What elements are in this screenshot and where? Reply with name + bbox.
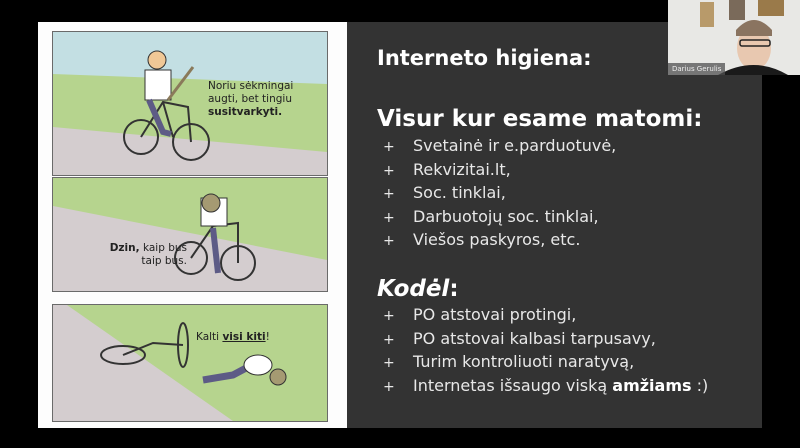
list-item: + Turim kontroliuoti naratyvą, xyxy=(383,352,635,371)
presentation-slide xyxy=(38,22,762,428)
meme-caption-2: Dzin, kaip bus taip bus. xyxy=(109,242,187,267)
list-item: + Rekvizitai.lt, xyxy=(383,159,511,179)
list-item: + PO atstovai protingi, xyxy=(383,305,577,324)
cyclist-fallen-illustration xyxy=(53,305,327,421)
list-item: + Viešos paskyros, etc. xyxy=(383,230,581,249)
section-heading-visibility: Visur kur esame matomi: xyxy=(377,106,703,132)
slide-text-area xyxy=(347,22,762,428)
meme-panel-1 xyxy=(52,31,328,176)
cyclist-stick-in-wheel-illustration xyxy=(53,178,327,291)
list-item: + Soc. tinklai, xyxy=(383,183,506,202)
section-heading-why: Kodėl: xyxy=(377,276,459,302)
meme-panel-2 xyxy=(52,177,328,292)
participant-video-tile[interactable] xyxy=(668,0,800,75)
participant-name-label: Darius Gerulis xyxy=(668,63,725,75)
reasons-list xyxy=(383,304,708,398)
meme-caption-1: Noriu sėkmingai augti, bet tingiu susitvarkyti. xyxy=(208,80,294,118)
list-item: + PO atstovai kalbasi tarpusavy, xyxy=(383,328,656,348)
meme-caption-3: Kalti visi kiti! xyxy=(196,331,270,343)
visibility-list xyxy=(383,135,616,253)
slide-title: Interneto higiena: xyxy=(377,46,592,70)
meme-panel-3 xyxy=(52,304,328,422)
list-item: + Darbuotojų soc. tinklai, xyxy=(383,206,599,226)
list-item: + Svetainė ir e.parduotuvė, xyxy=(383,136,617,155)
list-item: + Internetas išsaugo viską amžiams :) xyxy=(383,375,709,395)
meme-image xyxy=(38,22,347,428)
